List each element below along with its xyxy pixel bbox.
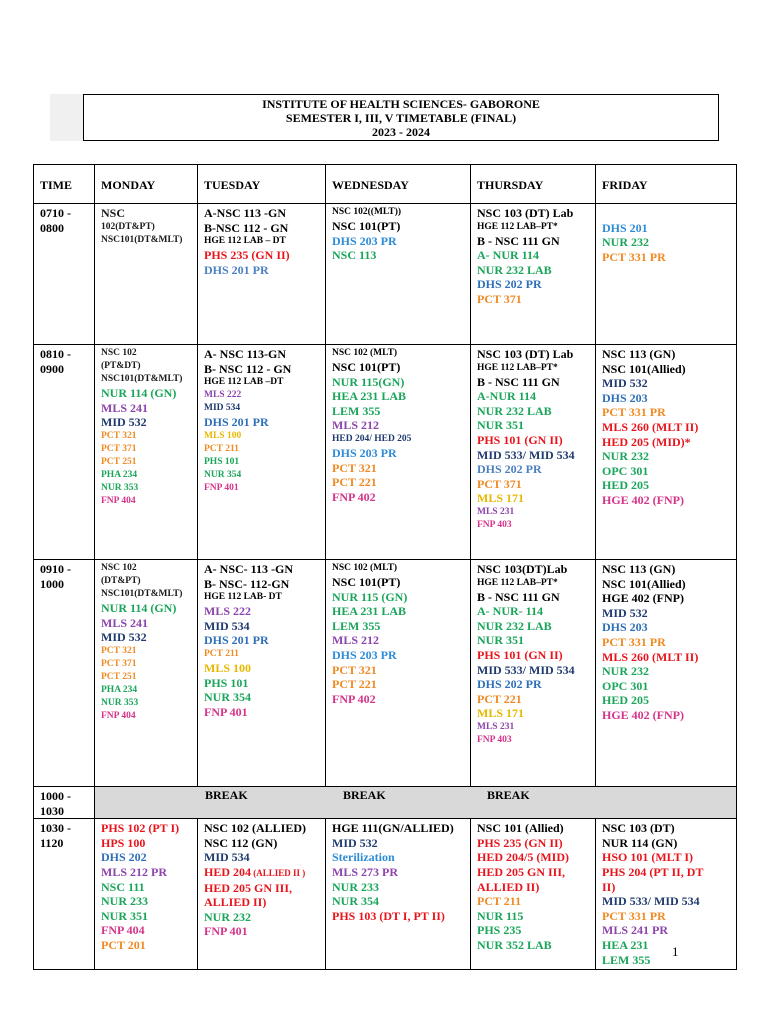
course-entry: NSC 103 (DT) Lab	[477, 206, 574, 220]
time-text: 0900	[40, 361, 64, 376]
course-entry: MLS 212	[332, 633, 380, 648]
course-entry: NSC 101(PT)	[332, 575, 401, 589]
course-entry: FNP 403	[477, 519, 512, 530]
course-entry: HGE 402 (FNP)	[602, 591, 684, 606]
cell-wednesday	[326, 204, 471, 345]
cell-monday	[95, 819, 198, 970]
course-entry: DHS 201 PR	[204, 262, 269, 277]
course-entry: HGE 111(GN/ALLIED)	[332, 821, 454, 836]
cell-tuesday	[198, 204, 326, 345]
course-entry: NSC101(DT&MLT)	[101, 234, 183, 245]
col-thursday: THURSDAY	[471, 165, 596, 204]
time-cell	[34, 204, 95, 345]
col-time: TIME	[34, 165, 95, 204]
course-entry: NSC	[101, 206, 126, 220]
cell-wednesday	[326, 560, 471, 787]
course-entry: A-NUR 114	[477, 389, 536, 404]
course-entry: NSC101(DT&MLT)	[101, 374, 183, 384]
course-entry: DHS 201 PR	[204, 415, 269, 430]
course-entry: PCT 331 PR	[602, 908, 666, 923]
course-entry: B - NSC 111 GN	[477, 374, 560, 389]
course-entry: NSC 102	[101, 563, 137, 573]
course-entry: PCT 221	[332, 677, 377, 692]
course-entry: DHS 203 PR	[332, 233, 397, 248]
course-entry: B-NSC 112 - GN	[204, 220, 289, 235]
course-entry: PHS 103 (DT I, PT II)	[332, 908, 445, 923]
course-entry: NUR 354	[332, 894, 379, 909]
course-entry: NUR 232 LAB	[477, 403, 552, 418]
course-entry: NUR 353	[101, 697, 139, 708]
time-slot-row	[34, 204, 737, 345]
course-entry: NUR 233	[101, 894, 148, 909]
course-entry: MLS 241	[101, 615, 149, 630]
time-text: 1120	[40, 835, 64, 850]
course-entry: FNP 402	[332, 691, 376, 706]
cell-tuesday	[198, 819, 326, 970]
course-entry: B- NSC- 112-GN	[204, 576, 290, 591]
course-entry: NSC 113 (GN)	[602, 562, 676, 576]
course-entry: NSC 103 (DT) Lab	[477, 347, 574, 361]
cell-friday	[596, 560, 737, 787]
course-entry: NSC 101(PT)	[332, 360, 401, 374]
cell-monday	[95, 345, 198, 560]
course-entry: MLS 231	[477, 721, 515, 732]
course-entry: PCT 321	[332, 662, 377, 677]
time-text: 0810 -	[40, 347, 71, 361]
course-entry: NUR 232 LAB	[477, 262, 552, 277]
course-entry: ALLIED II)	[477, 879, 540, 894]
course-entry: HGE 402 (FNP)	[602, 707, 684, 722]
course-entry: NSC 113 (GN)	[602, 347, 676, 361]
course-entry: DHS 201	[602, 220, 648, 235]
header-shade	[50, 94, 83, 141]
course-entry: PCT 331 PR	[602, 634, 666, 649]
course-entry: MID 532	[602, 376, 648, 391]
course-entry: ALLIED II)	[204, 895, 267, 910]
course-entry: HPS 100	[101, 835, 146, 850]
time-slot-row	[34, 819, 737, 970]
course-entry: NUR 114 (GN)	[602, 835, 678, 850]
break-label: BREAK	[343, 788, 386, 802]
time-cell	[34, 345, 95, 560]
course-entry: PCT 371	[101, 658, 137, 669]
course-entry: MID 532	[101, 630, 147, 645]
course-entry: MLS 222	[204, 390, 242, 401]
course-entry: DHS 202	[101, 850, 147, 865]
course-entry: HGE 112 LAB–PT*	[477, 577, 558, 588]
course-entry: PCT 321	[332, 460, 377, 475]
course-entry: MID 532	[332, 835, 378, 850]
course-entry: HED 204 (ALLIED II )	[204, 864, 306, 879]
time-slot-row	[34, 345, 737, 560]
time-text: 1030	[40, 803, 64, 818]
course-entry: LEM 355	[602, 952, 651, 967]
course-entry: (PT&DT)	[101, 361, 141, 371]
course-entry: NSC 102 (MLT)	[332, 563, 398, 573]
cell-thursday	[471, 560, 596, 787]
break-cell	[95, 787, 737, 819]
course-entry: 102(DT&PT)	[101, 221, 155, 232]
course-entry: MLS 212 PR	[101, 864, 167, 879]
cell-wednesday	[326, 819, 471, 970]
course-entry: FNP 401	[204, 704, 248, 719]
course-entry: NUR 351	[101, 908, 148, 923]
course-entry: NSC 102 (MLT)	[332, 348, 398, 358]
course-entry: MID 532	[602, 605, 648, 620]
course-entry: NUR 351	[477, 633, 524, 648]
course-entry: PCT 221	[332, 475, 377, 490]
course-entry: HED 205 (MID)*	[602, 434, 691, 449]
course-entry: PCT 211	[204, 648, 239, 659]
course-entry: FNP 403	[477, 734, 512, 745]
time-text: 0910 -	[40, 562, 71, 576]
course-entry: PHS 235 (GN II)	[204, 248, 290, 263]
course-entry: HED 205	[602, 693, 650, 708]
course-entry: PCT 371	[477, 476, 522, 491]
timetable	[33, 164, 737, 970]
course-entry: MLS 260 (MLT II)	[602, 419, 699, 434]
course-entry: DHS 203 PR	[332, 445, 397, 460]
course-entry: PCT 251	[101, 671, 137, 682]
course-entry: HED 205 GN III,	[477, 864, 566, 879]
course-entry: MID 533/ MID 534	[602, 894, 700, 909]
course-entry: MLS 212	[332, 418, 380, 433]
course-entry: PCT 321	[101, 430, 137, 441]
course-entry: PCT 371	[477, 291, 522, 306]
course-entry: HGE 112 LAB –DT	[204, 377, 284, 388]
time-text: 1030 -	[40, 821, 71, 836]
course-entry: A- NUR- 114	[477, 604, 543, 619]
header-row	[34, 165, 737, 204]
course-entry: A- NSC- 113 -GN	[204, 562, 293, 576]
course-entry: MLS 241 PR	[602, 923, 668, 938]
course-entry: DHS 202 PR	[477, 677, 542, 692]
course-entry: HED 204/ HED 205	[332, 433, 412, 444]
course-entry: PHA 234	[101, 469, 138, 480]
course-entry: NSC101(DT&MLT)	[101, 589, 183, 599]
course-entry: PHS 101	[204, 456, 240, 467]
course-entry: NUR 354	[204, 469, 242, 480]
course-entry: PHS 204 (PT II, DT	[602, 864, 704, 879]
break-label: BREAK	[487, 788, 530, 802]
cell-monday	[95, 204, 198, 345]
course-entry: NUR 353	[101, 482, 139, 493]
course-entry: NSC 103(DT)Lab	[477, 562, 568, 576]
course-entry: MID 533/ MID 534	[477, 447, 575, 462]
course-entry: MID 532	[101, 415, 147, 430]
cell-friday	[596, 819, 737, 970]
course-entry: NSC 111	[101, 879, 145, 894]
time-cell	[34, 787, 95, 819]
course-entry: DHS 202 PR	[477, 277, 542, 292]
course-entry	[602, 206, 732, 221]
course-entry: MID 534	[204, 403, 241, 414]
cell-friday	[596, 345, 737, 560]
break-label: BREAK	[205, 788, 248, 802]
course-entry: PCT 331 PR	[602, 405, 666, 420]
course-entry: B - NSC 111 GN	[477, 589, 560, 604]
course-entry: MLS 171	[477, 491, 525, 506]
course-entry: HEA 231	[602, 937, 649, 952]
col-friday: FRIDAY	[596, 165, 737, 204]
course-entry: DHS 203	[602, 620, 648, 635]
course-entry: OPC 301	[602, 463, 649, 478]
cell-thursday	[471, 345, 596, 560]
timetable-title: SEMESTER I, III, V TIMETABLE (FINAL)	[285, 111, 517, 125]
course-entry: HGE 112 LAB–PT*	[477, 221, 558, 232]
col-monday: MONDAY	[95, 165, 198, 204]
course-entry: DHS 203	[602, 390, 648, 405]
course-entry: FNP 401	[204, 924, 248, 939]
course-entry: A- NUR 114	[477, 248, 539, 263]
course-entry: HED 205 GN III,	[204, 880, 293, 895]
course-entry: HGE 112 LAB- DT	[204, 592, 282, 603]
time-text: 0800	[40, 220, 64, 235]
course-entry: FNP 402	[332, 489, 376, 504]
cell-thursday	[471, 819, 596, 970]
course-entry: B- NSC 112 - GN	[204, 361, 292, 376]
course-entry: HGE 112 LAB – DT	[204, 236, 286, 247]
course-entry: PHA 234	[101, 684, 138, 695]
col-tuesday: TUESDAY	[198, 165, 326, 204]
course-entry: NUR 232	[602, 235, 649, 250]
course-entry: NUR 115 (GN)	[332, 589, 408, 604]
course-entry: NUR 114 (GN)	[101, 601, 177, 615]
course-entry: (DT&PT)	[101, 576, 141, 586]
course-entry: MLS 100	[204, 430, 242, 441]
time-text: 0710 -	[40, 206, 71, 220]
course-entry: PCT 221	[477, 691, 522, 706]
course-entry: DHS 201 PR	[204, 633, 269, 648]
course-entry: NUR 232	[602, 664, 649, 679]
course-entry: NUR 232 LAB	[477, 618, 552, 633]
course-entry: DHS 203 PR	[332, 647, 397, 662]
course-entry: FNP 404	[101, 923, 145, 938]
course-entry: NUR 351	[477, 418, 524, 433]
cell-tuesday	[198, 345, 326, 560]
course-entry: MLS 100	[204, 660, 252, 675]
institute-title: INSTITUTE OF HEALTH SCIENCES- GABORONE	[262, 97, 540, 111]
course-entry: LEM 355	[332, 403, 381, 418]
course-entry: HGE 112 LAB–PT*	[477, 362, 558, 373]
course-entry: NUR 232	[602, 449, 649, 464]
page-number: 1	[672, 944, 679, 959]
course-entry: NUR 115	[477, 908, 524, 923]
course-entry: HED 205	[602, 478, 650, 493]
course-entry: NSC 102 (ALLIED)	[204, 821, 307, 836]
course-entry: FNP 401	[204, 482, 239, 493]
course-entry: NUR 354	[204, 690, 251, 705]
cell-wednesday	[326, 345, 471, 560]
course-entry: NUR 233	[332, 879, 379, 894]
course-entry: MID 534	[204, 850, 250, 865]
break-row	[34, 787, 737, 819]
course-entry: NUR 115(GN)	[332, 374, 405, 389]
time-text: 1000	[40, 576, 64, 591]
course-entry: HEA 231 LAB	[332, 604, 407, 619]
course-entry: MID 533/ MID 534	[477, 662, 575, 677]
document-header	[83, 94, 719, 141]
course-entry: MLS 241	[101, 400, 149, 415]
course-entry: DHS 202 PR	[477, 462, 542, 477]
course-entry: NSC 101(Allied)	[602, 361, 686, 376]
course-entry: PCT 321	[101, 645, 137, 656]
col-wednesday: WEDNESDAY	[326, 165, 471, 204]
course-entry: NSC 101(Allied)	[602, 576, 686, 591]
course-entry: MLS 273 PR	[332, 864, 398, 879]
course-entry: PCT 251	[101, 456, 137, 467]
course-entry: NSC 103 (DT)	[602, 821, 675, 836]
course-entry: PHS 101 (GN II)	[477, 647, 563, 662]
course-entry: MID 534	[204, 618, 250, 633]
time-cell	[34, 560, 95, 787]
cell-tuesday	[198, 560, 326, 787]
course-entry: HEA 231 LAB	[332, 389, 407, 404]
academic-year: 2023 - 2024	[372, 125, 430, 139]
course-entry: HED 204/5 (MID)	[477, 850, 569, 865]
course-entry: NSC 101(PT)	[332, 219, 401, 233]
course-entry: NSC 113	[332, 248, 377, 263]
course-entry: PHS 101	[204, 675, 249, 690]
course-entry: PCT 201	[101, 937, 146, 952]
course-entry: FNP 404	[101, 495, 136, 506]
cell-thursday	[471, 204, 596, 345]
course-entry: MLS 260 (MLT II)	[602, 649, 699, 664]
time-text: 1000 -	[40, 789, 71, 803]
course-entry: MLS 231	[477, 506, 515, 517]
course-entry: MLS 222	[204, 604, 252, 619]
cell-monday	[95, 560, 198, 787]
course-entry: PHS 101 (GN II)	[477, 432, 563, 447]
course-entry: II)	[602, 879, 616, 894]
course-entry: NSC 102((MLT))	[332, 207, 402, 217]
course-entry-note: (ALLIED II )	[251, 867, 306, 878]
course-entry: NSC 101 (Allied)	[477, 821, 564, 836]
course-entry: PHS 102 (PT I)	[101, 821, 180, 836]
cell-friday	[596, 204, 737, 345]
course-entry: NUR 232	[204, 909, 251, 924]
time-cell	[34, 819, 95, 970]
course-entry: LEM 355	[332, 618, 381, 633]
course-entry: B - NSC 111 GN	[477, 233, 560, 248]
course-entry: PCT 371	[101, 443, 137, 454]
course-entry: PCT 331 PR	[602, 249, 666, 264]
course-entry: NSC 102	[101, 348, 137, 358]
course-entry: Sterilization	[332, 850, 395, 865]
course-entry: PCT 211	[204, 443, 239, 454]
course-entry: A- NSC 113-GN	[204, 347, 287, 361]
course-entry: HGE 402 (FNP)	[602, 492, 684, 507]
course-entry: PCT 211	[477, 894, 522, 909]
time-slot-row	[34, 560, 737, 787]
course-entry: MLS 171	[477, 706, 525, 721]
course-entry: NSC 112 (GN)	[204, 835, 278, 850]
course-entry: PHS 235 (GN II)	[477, 835, 563, 850]
course-entry: A-NSC 113 -GN	[204, 206, 287, 220]
course-entry: PHS 235	[477, 923, 522, 938]
course-entry: NUR 114 (GN)	[101, 386, 177, 400]
course-entry: OPC 301	[602, 678, 649, 693]
course-entry: NUR 352 LAB	[477, 937, 552, 952]
course-entry: FNP 404	[101, 710, 136, 721]
course-entry: HSO 101 (MLT I)	[602, 850, 694, 865]
